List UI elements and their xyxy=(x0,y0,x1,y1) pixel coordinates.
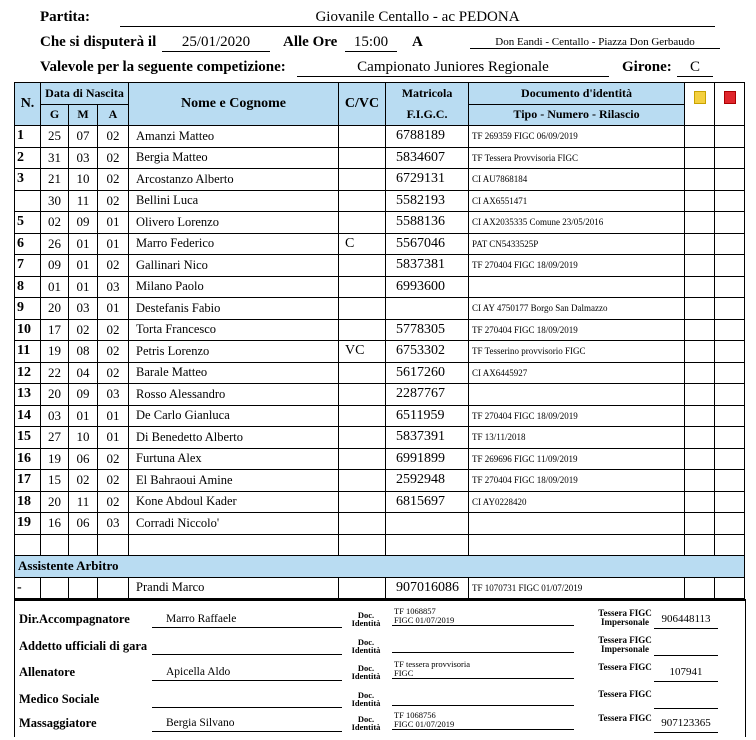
player-name[interactable]: Milano Paolo xyxy=(129,276,339,298)
match-header xyxy=(0,0,756,82)
red-card-cell[interactable] xyxy=(715,384,745,406)
birth-month[interactable]: 01 xyxy=(69,255,98,277)
competition-label: Valevole per la seguente competizione: xyxy=(40,59,286,75)
player-name[interactable]: Barale Matteo xyxy=(129,362,339,384)
document-field[interactable]: TF Tessera Provvisoria FIGC xyxy=(469,147,685,169)
player-row[interactable] xyxy=(15,298,745,320)
player-number: 5 xyxy=(15,212,41,234)
player-number: 7 xyxy=(15,255,41,277)
player-number xyxy=(15,190,41,212)
player-name[interactable]: El Bahraoui Amine xyxy=(129,470,339,492)
assistente-section-title: Assistente Arbitro xyxy=(15,556,745,578)
matricola-field[interactable]: 5834607 xyxy=(386,147,469,169)
red-card-cell[interactable] xyxy=(715,341,745,363)
staff-name-field[interactable]: Marro Raffaele xyxy=(152,613,342,628)
birth-year[interactable]: 02 xyxy=(98,319,129,341)
player-row[interactable] xyxy=(15,448,745,470)
matricola-field[interactable]: 2592948 xyxy=(386,470,469,492)
birth-month[interactable]: 09 xyxy=(69,384,98,406)
birth-day[interactable]: 01 xyxy=(41,276,69,298)
captain-field[interactable] xyxy=(339,212,386,234)
staff-document-line-2: FIGC 01/07/2019 xyxy=(394,718,455,729)
player-number: 18 xyxy=(15,491,41,513)
yellow-card-cell[interactable] xyxy=(685,255,715,277)
matricola-field[interactable]: 6753302 xyxy=(386,341,469,363)
staff-role-label: Dir.Accompagnatore xyxy=(19,612,130,626)
birth-day[interactable]: 02 xyxy=(41,212,69,234)
document-field[interactable]: CI AU7868184 xyxy=(469,169,685,191)
birth-month[interactable]: 01 xyxy=(69,405,98,427)
location-label: A xyxy=(412,34,423,50)
birth-month[interactable]: 02 xyxy=(69,319,98,341)
time-label: Alle Ore xyxy=(283,34,338,50)
birth-day[interactable]: 15 xyxy=(41,470,69,492)
birth-year[interactable]: 02 xyxy=(98,126,129,148)
red-card-cell[interactable] xyxy=(715,255,745,277)
matricola-field[interactable]: 6788189 xyxy=(386,126,469,148)
player-number: 6 xyxy=(15,233,41,255)
captain-field[interactable] xyxy=(339,126,386,148)
red-card-cell[interactable] xyxy=(715,190,745,212)
birth-year[interactable]: 02 xyxy=(98,169,129,191)
col-cvc-header: C/VC xyxy=(339,83,386,126)
player-row[interactable] xyxy=(15,276,745,298)
matricola-field[interactable]: 5617260 xyxy=(386,362,469,384)
captain-field[interactable]: C xyxy=(339,233,386,255)
yellow-card-cell[interactable] xyxy=(685,298,715,320)
player-number: 11 xyxy=(15,341,41,363)
player-number: 8 xyxy=(15,276,41,298)
girone-field[interactable]: C xyxy=(677,59,713,77)
player-number: 15 xyxy=(15,427,41,449)
birth-month[interactable]: 01 xyxy=(69,233,98,255)
player-name[interactable]: De Carlo Gianluca xyxy=(129,405,339,427)
col-data-nascita-header: Data di Nascita xyxy=(41,83,129,105)
red-card-cell[interactable] xyxy=(715,276,745,298)
birth-day[interactable]: 22 xyxy=(41,362,69,384)
document-field[interactable] xyxy=(469,513,685,535)
player-name[interactable]: Gallinari Nico xyxy=(129,255,339,277)
birth-day[interactable]: 31 xyxy=(41,147,69,169)
player-name[interactable]: Arcostanzo Alberto xyxy=(129,169,339,191)
staff-name-field[interactable] xyxy=(152,640,342,655)
player-number: 13 xyxy=(15,384,41,406)
player-name[interactable]: Bellini Luca xyxy=(129,190,339,212)
document-field[interactable]: CI AX6551471 xyxy=(469,190,685,212)
player-name[interactable]: Destefanis Fabio xyxy=(129,298,339,320)
player-name[interactable]: Rosso Alessandro xyxy=(129,384,339,406)
player-name[interactable]: Marro Federico xyxy=(129,233,339,255)
captain-field[interactable] xyxy=(339,362,386,384)
birth-year[interactable]: 01 xyxy=(98,298,129,320)
document-field[interactable]: CI AY0228420 xyxy=(469,491,685,513)
captain-field[interactable] xyxy=(339,255,386,277)
staff-role-label: Allenatore xyxy=(19,665,76,679)
player-row[interactable] xyxy=(15,405,745,427)
staff-row xyxy=(15,689,745,716)
tessera-field[interactable]: 906448113 xyxy=(654,613,718,629)
staff-row xyxy=(15,710,745,740)
birth-month[interactable]: 06 xyxy=(69,513,98,535)
player-name[interactable]: Di Benedetto Alberto xyxy=(129,427,339,449)
captain-field[interactable] xyxy=(339,470,386,492)
staff-document-field[interactable] xyxy=(392,607,574,626)
doc-identita-label: Doc. Identità xyxy=(351,637,381,655)
matricola-field[interactable] xyxy=(386,298,469,320)
red-card-cell[interactable] xyxy=(715,126,745,148)
document-field[interactable]: PAT CN5433525P xyxy=(469,233,685,255)
yellow-card-cell[interactable] xyxy=(685,319,715,341)
document-field[interactable]: TF 270404 FIGC 18/09/2019 xyxy=(469,470,685,492)
captain-field[interactable] xyxy=(339,319,386,341)
staff-row xyxy=(15,606,745,636)
staff-document-line-2: FIGC xyxy=(394,667,414,678)
birth-year[interactable]: 02 xyxy=(98,341,129,363)
document-field[interactable]: TF 269359 FIGC 06/09/2019 xyxy=(469,126,685,148)
yellow-card-cell[interactable] xyxy=(685,362,715,384)
player-number: 19 xyxy=(15,513,41,535)
matricola-field[interactable]: 5582193 xyxy=(386,190,469,212)
partita-value[interactable]: Giovanile Centallo - ac PEDONA xyxy=(120,9,715,27)
red-card-cell[interactable] xyxy=(715,405,745,427)
doc-identita-label: Doc. Identità xyxy=(351,610,381,628)
player-row[interactable] xyxy=(15,169,745,191)
player-row[interactable] xyxy=(15,233,745,255)
matricola-field[interactable]: 5778305 xyxy=(386,319,469,341)
spacer-row xyxy=(15,534,745,556)
yellow-card-cell[interactable] xyxy=(685,448,715,470)
birth-year[interactable]: 02 xyxy=(98,362,129,384)
player-number: 3 xyxy=(15,169,41,191)
player-row[interactable] xyxy=(15,147,745,169)
birth-day[interactable]: 30 xyxy=(41,190,69,212)
birth-day[interactable]: 19 xyxy=(41,448,69,470)
red-card-cell[interactable] xyxy=(715,470,745,492)
yellow-card-cell[interactable] xyxy=(685,276,715,298)
player-row[interactable] xyxy=(15,362,745,384)
red-card-cell[interactable] xyxy=(715,513,745,535)
player-name[interactable]: Bergia Matteo xyxy=(129,147,339,169)
birth-year[interactable]: 02 xyxy=(98,190,129,212)
birth-year[interactable]: 01 xyxy=(98,212,129,234)
staff-document-line-1: TF 1068756 xyxy=(394,710,436,720)
captain-field[interactable]: VC xyxy=(339,341,386,363)
captain-field[interactable] xyxy=(339,491,386,513)
tessera-field[interactable] xyxy=(654,693,718,709)
birth-day[interactable]: 26 xyxy=(41,233,69,255)
captain-field[interactable] xyxy=(339,169,386,191)
staff-document-line-2: FIGC 01/07/2019 xyxy=(394,614,455,625)
yellow-card-cell[interactable] xyxy=(685,341,715,363)
yellow-card-cell[interactable] xyxy=(685,212,715,234)
captain-field[interactable] xyxy=(339,513,386,535)
birth-month[interactable]: 04 xyxy=(69,362,98,384)
assistente-section-row xyxy=(15,556,745,578)
document-field[interactable]: TF 270404 FIGC 18/09/2019 xyxy=(469,405,685,427)
col-matricola-header: Matricola xyxy=(386,83,469,105)
matricola-field[interactable]: 5588136 xyxy=(386,212,469,234)
matricola-field[interactable]: 6991899 xyxy=(386,448,469,470)
birth-month[interactable]: 10 xyxy=(69,169,98,191)
tessera-label: Tessera FIGC xyxy=(598,689,652,699)
col-n-header: N. xyxy=(15,83,41,126)
birth-day[interactable]: 21 xyxy=(41,169,69,191)
assistente-number: - xyxy=(15,577,41,599)
document-field[interactable] xyxy=(469,276,685,298)
player-row[interactable] xyxy=(15,427,745,449)
document-field[interactable] xyxy=(469,384,685,406)
player-row[interactable] xyxy=(15,212,745,234)
birth-month[interactable]: 03 xyxy=(69,147,98,169)
player-row[interactable] xyxy=(15,319,745,341)
birth-month[interactable]: 08 xyxy=(69,341,98,363)
captain-field[interactable] xyxy=(339,298,386,320)
matricola-field[interactable]: 5837381 xyxy=(386,255,469,277)
birth-day[interactable]: 25 xyxy=(41,126,69,148)
date-label: Che si disputerà il xyxy=(40,34,157,50)
yellow-card-cell[interactable] xyxy=(685,169,715,191)
yellow-card-cell[interactable] xyxy=(685,513,715,535)
birth-day[interactable]: 20 xyxy=(41,298,69,320)
birth-year[interactable]: 01 xyxy=(98,405,129,427)
player-row[interactable] xyxy=(15,255,745,277)
matricola-field[interactable]: 6815697 xyxy=(386,491,469,513)
location-field[interactable]: Don Eandi - Centallo - Piazza Don Gerbaudo xyxy=(470,36,720,49)
captain-field[interactable] xyxy=(339,448,386,470)
player-number: 16 xyxy=(15,448,41,470)
birth-month[interactable]: 10 xyxy=(69,427,98,449)
player-name[interactable]: Kone Abdoul Kader xyxy=(129,491,339,513)
player-name[interactable]: Furtuna Alex xyxy=(129,448,339,470)
tessera-field[interactable]: 107941 xyxy=(654,666,718,682)
birth-day[interactable]: 19 xyxy=(41,341,69,363)
staff-role-label: Massaggiatore xyxy=(19,716,97,730)
player-number: 12 xyxy=(15,362,41,384)
player-number: 17 xyxy=(15,470,41,492)
matricola-field[interactable]: 2287767 xyxy=(386,384,469,406)
col-g-header: G xyxy=(41,104,69,126)
tessera-label: Tessera FIGC Impersonale xyxy=(598,635,652,654)
yellow-card-cell[interactable] xyxy=(685,470,715,492)
document-field[interactable]: CI AY 4750177 Borgo San Dalmazzo xyxy=(469,298,685,320)
staff-section xyxy=(14,599,746,737)
players-table xyxy=(14,82,745,599)
staff-document-field[interactable] xyxy=(392,711,574,730)
birth-year[interactable]: 02 xyxy=(98,448,129,470)
captain-field[interactable] xyxy=(339,384,386,406)
player-row[interactable] xyxy=(15,126,745,148)
birth-month[interactable]: 01 xyxy=(69,276,98,298)
birth-year[interactable]: 02 xyxy=(98,491,129,513)
red-card-column xyxy=(715,83,745,126)
yellow-card-cell[interactable] xyxy=(685,190,715,212)
assistente-matricola[interactable]: 907016086 xyxy=(386,577,469,599)
yellow-card-cell[interactable] xyxy=(685,384,715,406)
yellow-card-cell[interactable] xyxy=(685,405,715,427)
red-card-icon xyxy=(724,91,736,104)
birth-month[interactable]: 06 xyxy=(69,448,98,470)
staff-document-field[interactable] xyxy=(392,687,574,706)
staff-name-field[interactable]: Bergia Silvano xyxy=(152,717,342,732)
tessera-label: Tessera FIGC xyxy=(598,662,652,672)
birth-month[interactable]: 02 xyxy=(69,470,98,492)
captain-field[interactable] xyxy=(339,190,386,212)
staff-name-field[interactable]: Apicella Aldo xyxy=(152,666,342,681)
player-number: 14 xyxy=(15,405,41,427)
birth-day[interactable]: 09 xyxy=(41,255,69,277)
tessera-field[interactable]: 907123365 xyxy=(654,717,718,733)
matricola-field[interactable]: 5567046 xyxy=(386,233,469,255)
red-card-cell[interactable] xyxy=(715,233,745,255)
matricola-field[interactable]: 6511959 xyxy=(386,405,469,427)
birth-day[interactable]: 03 xyxy=(41,405,69,427)
staff-document-field[interactable] xyxy=(392,660,574,679)
col-documento-header: Documento d'identità xyxy=(469,83,685,105)
yellow-card-cell[interactable] xyxy=(685,147,715,169)
assistente-document[interactable]: TF 1070731 FIGC 01/07/2019 xyxy=(469,577,685,599)
birth-month[interactable]: 11 xyxy=(69,491,98,513)
girone-label: Girone: xyxy=(622,59,672,75)
col-a-header: A xyxy=(98,104,129,126)
document-field[interactable]: TF Tesserino provvisorio FIGC xyxy=(469,341,685,363)
staff-row xyxy=(15,659,745,689)
birth-year[interactable]: 01 xyxy=(98,233,129,255)
player-row[interactable] xyxy=(15,491,745,513)
tessera-field[interactable] xyxy=(654,640,718,656)
player-name[interactable]: Torta Francesco xyxy=(129,319,339,341)
partita-label: Partita: xyxy=(40,9,90,25)
assistente-row[interactable] xyxy=(15,577,745,599)
player-number: 1 xyxy=(15,126,41,148)
document-field[interactable]: TF 269696 FIGC 11/09/2019 xyxy=(469,448,685,470)
col-nome-header: Nome e Cognome xyxy=(129,83,339,126)
birth-month[interactable]: 03 xyxy=(69,298,98,320)
player-row[interactable] xyxy=(15,384,745,406)
staff-document-field[interactable] xyxy=(392,634,574,653)
captain-field[interactable] xyxy=(339,405,386,427)
red-card-cell[interactable] xyxy=(715,298,745,320)
captain-field[interactable] xyxy=(339,427,386,449)
col-figc-header: F.I.G.C. xyxy=(386,104,469,126)
player-number: 2 xyxy=(15,147,41,169)
birth-month[interactable]: 07 xyxy=(69,126,98,148)
red-card-cell[interactable] xyxy=(715,427,745,449)
competition-field[interactable]: Campionato Juniores Regionale xyxy=(297,59,609,77)
doc-identita-label: Doc. Identità xyxy=(351,663,381,681)
birth-day[interactable]: 20 xyxy=(41,491,69,513)
staff-document-line-1: TF tessera provvisoria xyxy=(394,659,471,669)
red-card-cell[interactable] xyxy=(715,362,745,384)
yellow-card-cell[interactable] xyxy=(685,427,715,449)
birth-day[interactable]: 20 xyxy=(41,384,69,406)
captain-field[interactable] xyxy=(339,276,386,298)
assistente-name[interactable]: Prandi Marco xyxy=(129,577,339,599)
yellow-card-cell[interactable] xyxy=(685,233,715,255)
col-m-header: M xyxy=(69,104,98,126)
player-row[interactable] xyxy=(15,513,745,535)
red-card-cell[interactable] xyxy=(715,448,745,470)
red-card-cell[interactable] xyxy=(715,147,745,169)
birth-day[interactable]: 17 xyxy=(41,319,69,341)
captain-field[interactable] xyxy=(339,147,386,169)
yellow-card-column xyxy=(685,83,715,126)
birth-year[interactable]: 02 xyxy=(98,147,129,169)
staff-name-field[interactable] xyxy=(152,693,342,708)
matricola-field[interactable] xyxy=(386,513,469,535)
document-field[interactable]: TF 270404 FIGC 18/09/2019 xyxy=(469,319,685,341)
red-card-cell[interactable] xyxy=(715,491,745,513)
document-field[interactable]: TF 13/11/2018 xyxy=(469,427,685,449)
matricola-field[interactable]: 6729131 xyxy=(386,169,469,191)
matricola-field[interactable]: 5837391 xyxy=(386,427,469,449)
birth-year[interactable]: 03 xyxy=(98,384,129,406)
staff-role-label: Medico Sociale xyxy=(19,692,100,706)
table-header-row-1 xyxy=(15,83,745,105)
yellow-card-cell[interactable] xyxy=(685,126,715,148)
player-number: 10 xyxy=(15,319,41,341)
birth-year[interactable]: 02 xyxy=(98,470,129,492)
matricola-field[interactable]: 6993600 xyxy=(386,276,469,298)
staff-row xyxy=(15,636,745,663)
player-row[interactable] xyxy=(15,470,745,492)
tessera-label: Tessera FIGC xyxy=(598,713,652,723)
player-name[interactable]: Corradi Niccolo' xyxy=(129,513,339,535)
red-card-cell[interactable] xyxy=(715,319,745,341)
yellow-card-icon xyxy=(694,91,706,104)
document-field[interactable]: CI AX2035335 Comune 23/05/2016 xyxy=(469,212,685,234)
birth-year[interactable]: 02 xyxy=(98,255,129,277)
red-card-cell[interactable] xyxy=(715,169,745,191)
red-card-cell[interactable] xyxy=(715,212,745,234)
birth-year[interactable]: 01 xyxy=(98,427,129,449)
document-field[interactable]: TF 270404 FIGC 18/09/2019 xyxy=(469,255,685,277)
player-number: 9 xyxy=(15,298,41,320)
time-field[interactable]: 15:00 xyxy=(345,34,397,52)
player-row[interactable] xyxy=(15,190,745,212)
birth-month[interactable]: 11 xyxy=(69,190,98,212)
birth-year[interactable]: 03 xyxy=(98,513,129,535)
birth-year[interactable]: 03 xyxy=(98,276,129,298)
tessera-label: Tessera FIGC Impersonale xyxy=(598,608,652,627)
doc-identita-label: Doc. Identità xyxy=(351,690,381,708)
player-name[interactable]: Amanzi Matteo xyxy=(129,126,339,148)
player-name[interactable]: Petris Lorenzo xyxy=(129,341,339,363)
document-field[interactable]: CI AX6445927 xyxy=(469,362,685,384)
staff-role-label: Addetto ufficiali di gara xyxy=(19,639,148,653)
birth-month[interactable]: 09 xyxy=(69,212,98,234)
yellow-card-cell[interactable] xyxy=(685,491,715,513)
player-row[interactable] xyxy=(15,341,745,363)
date-field[interactable]: 25/01/2020 xyxy=(162,34,270,52)
doc-identita-label: Doc. Identità xyxy=(351,714,381,732)
staff-document-line-1: TF 1068857 xyxy=(394,606,436,616)
birth-day[interactable]: 27 xyxy=(41,427,69,449)
birth-day[interactable]: 16 xyxy=(41,513,69,535)
col-tipo-header: Tipo - Numero - Rilascio xyxy=(469,104,685,126)
player-name[interactable]: Olivero Lorenzo xyxy=(129,212,339,234)
